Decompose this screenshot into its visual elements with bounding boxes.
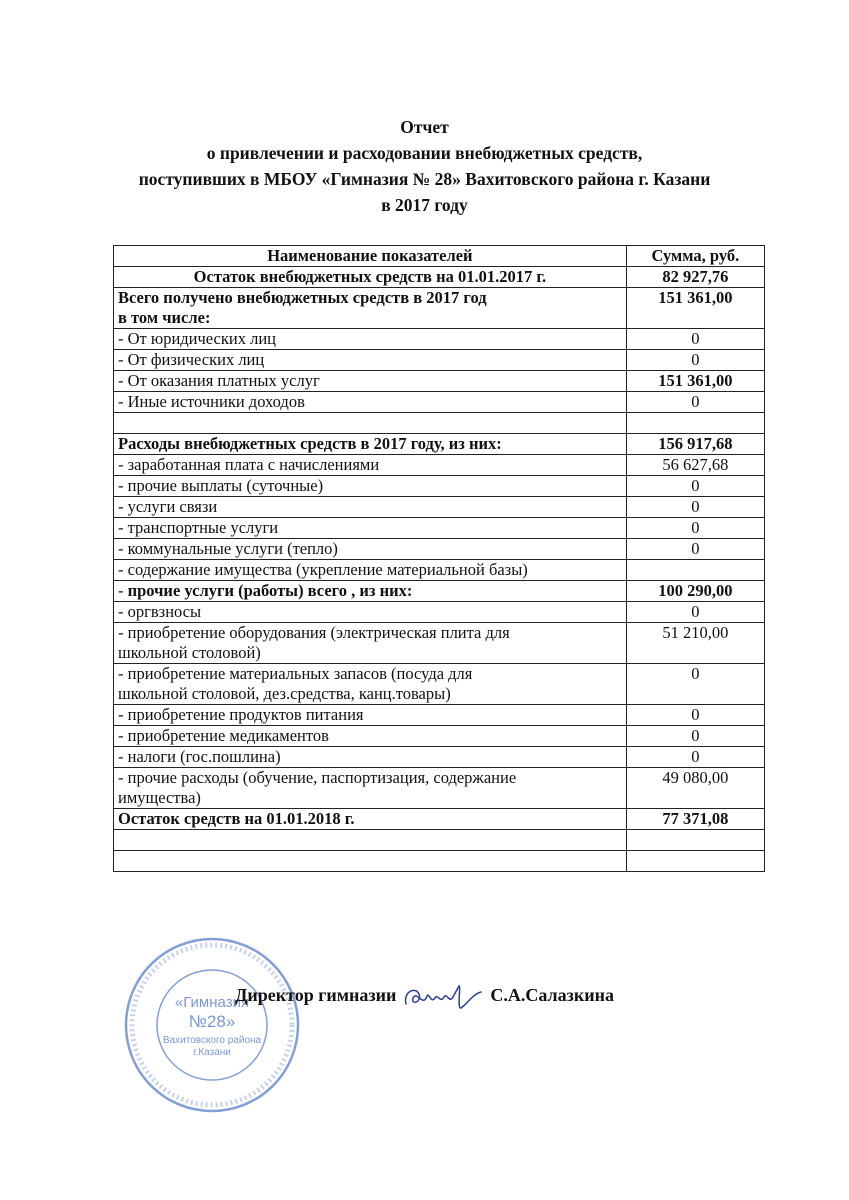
expense-total-label: Расходы внебюджетных средств в 2017 году, из них: <box>114 434 627 455</box>
empty-row <box>114 413 765 434</box>
other-services-prefix: - <box>118 581 128 600</box>
row-sum: 0 <box>626 705 764 726</box>
table-row <box>114 392 765 413</box>
row-label-line2: школьной столовой) <box>118 643 261 662</box>
row-label: - Иные источники доходов <box>114 392 627 413</box>
table-row <box>114 476 765 497</box>
expense-total-row <box>114 434 765 455</box>
other-services-label <box>114 581 627 602</box>
row-label-line1: - приобретение оборудования (электрическая плита для <box>118 623 510 642</box>
row-label: - коммунальные услуги (тепло) <box>114 539 627 560</box>
stamp-city: г.Казани <box>193 1047 231 1058</box>
table-row <box>114 768 765 809</box>
empty-cell <box>626 830 764 851</box>
table-row <box>114 602 765 623</box>
row-label: - налоги (гос.пошлина) <box>114 747 627 768</box>
stamp-number: №28» <box>188 1012 236 1031</box>
row-sum: 0 <box>626 726 764 747</box>
other-services-text: прочие услуги (работы) всего , из них: <box>127 581 413 600</box>
signatory-title: Директор гимназии <box>235 985 397 1006</box>
table-row <box>114 497 765 518</box>
table-row <box>114 726 765 747</box>
row-label: - заработанная плата с начислениями <box>114 455 627 476</box>
row-label: - прочие выплаты (суточные) <box>114 476 627 497</box>
income-total-label <box>114 288 627 329</box>
empty-cell <box>626 413 764 434</box>
table-row <box>114 664 765 705</box>
row-label: - От юридических лиц <box>114 329 627 350</box>
row-sum: 0 <box>626 602 764 623</box>
row-label-line2: имущества) <box>118 788 201 807</box>
expense-total-sum: 156 917,68 <box>626 434 764 455</box>
closing-balance-label: Остаток средств на 01.01.2018 г. <box>114 809 627 830</box>
report-title: Отчет <box>400 117 449 137</box>
row-label: - От оказания платных услуг <box>114 371 627 392</box>
row-label <box>114 768 627 809</box>
stamp-district: Вахитовского района <box>162 1035 262 1046</box>
opening-balance-sum: 82 927,76 <box>626 267 764 288</box>
empty-cell <box>626 851 764 872</box>
row-label: - содержание имущества (укрепление материальной базы) <box>114 560 627 581</box>
column-header-name: Наименование показателей <box>114 246 627 267</box>
row-sum: 0 <box>626 518 764 539</box>
row-sum: 0 <box>626 539 764 560</box>
row-label <box>114 623 627 664</box>
income-total-label-line2: в том числе: <box>118 308 211 327</box>
income-total-sum: 151 361,00 <box>626 288 764 329</box>
row-label: - От физических лиц <box>114 350 627 371</box>
report-subtitle-3: в 2017 году <box>381 195 468 215</box>
report-table <box>113 245 765 872</box>
row-sum: 49 080,00 <box>626 768 764 809</box>
table-row <box>114 371 765 392</box>
row-sum: 0 <box>626 392 764 413</box>
stamp-name: «Гимназия <box>174 994 250 1011</box>
table-row <box>114 455 765 476</box>
opening-balance-row <box>114 267 765 288</box>
row-label-line2: школьной столовой, дез.средства, канц.товары) <box>118 684 451 703</box>
row-label: - приобретение медикаментов <box>114 726 627 747</box>
table-row <box>114 329 765 350</box>
closing-balance-row <box>114 809 765 830</box>
row-label-line1: - приобретение материальных запасов (посуда для <box>118 664 473 683</box>
row-label: - оргвзносы <box>114 602 627 623</box>
row-sum: 0 <box>626 329 764 350</box>
row-label-line1: - прочие расходы (обучение, паспортизация, содержание <box>118 768 517 787</box>
table-row <box>114 539 765 560</box>
signature-block <box>235 982 614 1012</box>
table-row <box>114 560 765 581</box>
empty-cell <box>114 413 627 434</box>
income-total-label-line1: Всего получено внебюджетных средств в 2017 год <box>118 288 487 307</box>
row-sum: 0 <box>626 747 764 768</box>
school-stamp <box>122 935 302 1115</box>
row-sum: 0 <box>626 497 764 518</box>
table-header-row <box>114 246 765 267</box>
row-sum: 0 <box>626 476 764 497</box>
table-row <box>114 705 765 726</box>
column-header-sum: Сумма, руб. <box>626 246 764 267</box>
row-sum: 151 361,00 <box>626 371 764 392</box>
other-services-row <box>114 581 765 602</box>
row-sum: 0 <box>626 664 764 705</box>
table-row <box>114 623 765 664</box>
table-row <box>114 350 765 371</box>
closing-balance-sum: 77 371,08 <box>626 809 764 830</box>
table-row <box>114 747 765 768</box>
row-label <box>114 664 627 705</box>
signatory-name: С.А.Салазкина <box>490 985 615 1006</box>
row-sum <box>626 560 764 581</box>
row-label: - транспортные услуги <box>114 518 627 539</box>
row-label: - услуги связи <box>114 497 627 518</box>
empty-row <box>114 851 765 872</box>
report-subtitle-2: поступивших в МБОУ «Гимназия № 28» Вахитовского района г. Казани <box>138 169 711 189</box>
other-services-sum: 100 290,00 <box>626 581 764 602</box>
opening-balance-label: Остаток внебюджетных средств на 01.01.2017 г. <box>114 267 627 288</box>
row-sum: 56 627,68 <box>626 455 764 476</box>
row-sum: 51 210,00 <box>626 623 764 664</box>
empty-cell <box>114 830 627 851</box>
empty-row <box>114 830 765 851</box>
table-row <box>114 518 765 539</box>
report-subtitle-1: о привлечении и расходовании внебюджетных средств, <box>206 143 643 163</box>
empty-cell <box>114 851 627 872</box>
row-sum: 0 <box>626 350 764 371</box>
handwritten-signature <box>401 982 486 1012</box>
row-label: - приобретение продуктов питания <box>114 705 627 726</box>
income-total-row <box>114 288 765 329</box>
